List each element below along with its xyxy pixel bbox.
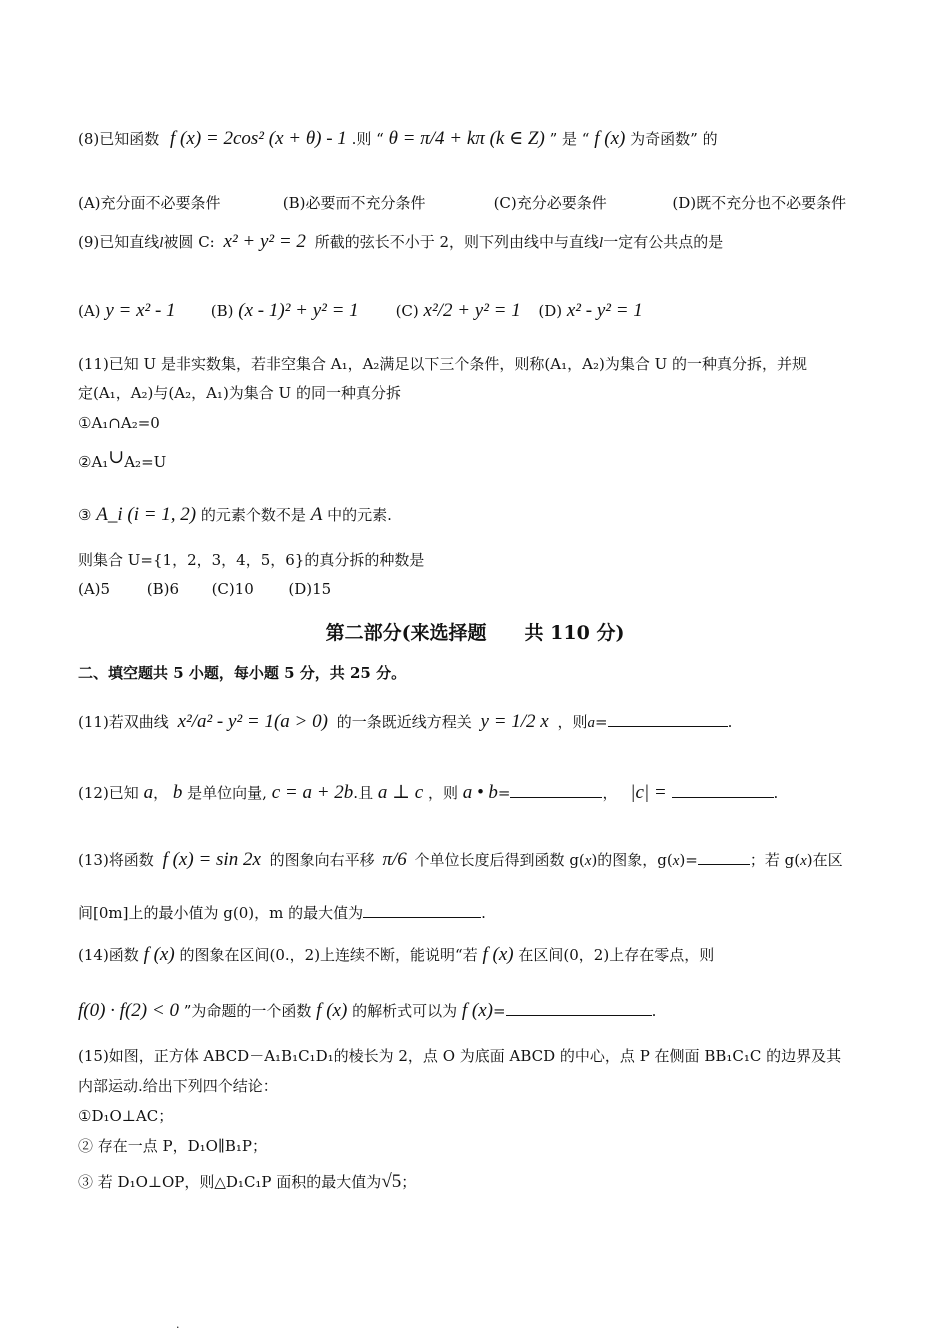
q11a-option-b: (B)6: [146, 580, 180, 598]
section2-heading: 二、填空题共 5 小题，每小题 5 分，共 25 分。: [78, 664, 407, 682]
q9-options: [78, 296, 643, 326]
q11b-suffix-a: ，则: [557, 713, 588, 731]
q11b-hyperbola-eq: x²/a² - y² = 1(a > 0): [177, 711, 328, 732]
q13-mid6: )在区: [806, 851, 843, 869]
q12-eq: =: [497, 784, 511, 802]
q8-mid1: .则 “: [351, 130, 384, 148]
q14-fx-3: f (x): [316, 1000, 348, 1021]
q14-fx-4: f (x): [461, 1000, 493, 1021]
q12-mid3: ，则: [427, 784, 458, 802]
q8-option-b: (B)必要而不充分条件: [282, 194, 426, 212]
q12-abs-c: |c| =: [630, 782, 667, 803]
q13-stem: [78, 838, 843, 883]
q14-mid3: ”为命题的一个函数: [183, 1002, 312, 1020]
q11a-cond2: [78, 446, 166, 473]
q13-x-1: x: [584, 853, 592, 869]
q15-line2: 内部运动.给出下列四个结论：: [78, 1077, 278, 1095]
q14-line1: [78, 938, 714, 972]
q12-stem: [78, 776, 778, 810]
q12-mid1: 是单位向量,: [187, 784, 267, 802]
q13-mid2: 个单位长度后得到函数 g(: [414, 851, 585, 869]
q9-suffix: 一定有公共点的是: [603, 233, 724, 251]
q12-dot-product: a • b: [462, 782, 498, 803]
q14-mid2: 在区间(0，2)上存在零点，则: [518, 946, 715, 964]
q8-option-d: (D)既不充分也不必要条件: [672, 194, 847, 212]
q8-mid2: ” 是 “: [549, 130, 590, 148]
q11b-asymptote: y = 1/2 x: [480, 711, 549, 732]
q8-fx: f (x): [594, 128, 626, 149]
q8-suffix: 为奇函数” 的: [630, 130, 718, 148]
q12-end: .: [773, 784, 779, 802]
q9-stem: [78, 228, 723, 257]
q9-option-a-math: y = x² - 1: [105, 300, 176, 321]
q11b-end: .: [727, 713, 733, 731]
q15-line1: (15)如图，正方体 ABCD－A₁B₁C₁D₁的棱长为 2，点 O 为底面 ABCD 的中心，点 P 在侧面 BB₁C₁C 的边界及其: [78, 1047, 842, 1065]
q13-func: f (x) = sin 2x: [162, 849, 261, 870]
q12-vec-b: b: [172, 782, 183, 803]
q11a-cond3-math: A_i (i = 1, 2): [96, 504, 197, 525]
q9-option-d-label: (D): [538, 302, 563, 320]
q9-circle-eq: x² + y² = 2: [223, 231, 306, 252]
q11a-union-symbol: ∪: [108, 446, 125, 468]
q11a-cond3-c: 中的元素.: [327, 506, 392, 524]
q9-mid1: 被圆 C:: [163, 233, 215, 251]
q13-mid3: )的图象，g(: [591, 851, 673, 869]
q12-c-def: c = a + 2b: [271, 782, 354, 803]
q11a-cond2-a: ②A₁: [78, 453, 109, 471]
q11a-line1: (11)已知 U 是非实数集，若非空集合 A₁，A₂满足以下三个条件，则称(A₁，A₂)为集合 U 的一种真分拆，并规: [78, 355, 808, 373]
q9-line-l: l: [159, 235, 164, 251]
q12-perp: a ⊥ c: [377, 782, 424, 803]
q12-answer-blank-2[interactable]: [672, 783, 774, 798]
q9-option-a-label: (A): [78, 302, 101, 320]
q12-prefix: (12)已知: [78, 784, 139, 802]
q11a-cond3-a: ③: [78, 506, 92, 524]
q9-option-d: [538, 296, 642, 326]
q13-mid5: ；若 g(: [749, 851, 801, 869]
q13-mid1: 的图象向右平移: [269, 851, 375, 869]
q15-c3-value: √5: [381, 1171, 402, 1192]
q11a-cond2-b: A₂=U: [124, 453, 167, 471]
q8-condition: θ = π/4 + kπ (k ∈ Z): [388, 128, 545, 149]
q13-line2: [78, 902, 486, 924]
q11a-option-a: (A)5: [78, 580, 111, 598]
q13-answer-blank-1[interactable]: [698, 850, 750, 865]
q11b-stem: [78, 700, 732, 745]
q13-x-3: x: [800, 853, 807, 869]
q11a-cond3-A: A: [310, 504, 323, 525]
q9-option-c-label: (C): [395, 302, 419, 320]
q9-option-c-math: x²/2 + y² = 1: [423, 300, 521, 321]
q8-option-a: (A)充分面不必要条件: [78, 194, 221, 212]
q8-prefix: (8)已知函数: [78, 130, 160, 148]
q8-options: [78, 192, 846, 214]
q8-stem: [78, 122, 718, 156]
q12-comma: ，: [153, 784, 169, 802]
q11b-answer-blank[interactable]: [608, 712, 728, 727]
q12-answer-blank-1[interactable]: [510, 783, 602, 798]
q12-sep: ，: [602, 784, 618, 802]
q11b-mid: 的一条既近线方程关: [336, 713, 472, 731]
q14-eq: =: [493, 1002, 506, 1020]
q11a-options: [78, 578, 331, 600]
q11a-option-d: (D)15: [288, 580, 332, 598]
q11a-cond3-b: 的元素个数不是: [200, 506, 306, 524]
q14-answer-blank[interactable]: [506, 1001, 652, 1016]
q13-mid4: )=: [679, 851, 698, 869]
q9-line-l-2: l: [599, 235, 604, 251]
q14-inequality: f(0) · f(2) < 0: [78, 1000, 179, 1021]
q15-c3-end: ；: [401, 1173, 417, 1191]
q14-mid1: 的图象在区间(0.，2)上连续不断，能说明“若: [179, 946, 478, 964]
q15-c3-text: ③ 若 D₁O⊥OP，则△D₁C₁P 面积的最大值为: [78, 1173, 382, 1191]
q9-option-b: [211, 296, 391, 326]
q11a-option-c: (C)10: [211, 580, 254, 598]
q13-line2-text: 间[0m]上的最小值为 g(0)，m 的最大值为: [78, 904, 364, 922]
q13-prefix: (13)将函数: [78, 851, 154, 869]
q15-conclusion-2: ② 存在一点 P，D₁O∥B₁P；: [78, 1137, 268, 1155]
q11b-var-a: a: [587, 715, 596, 731]
q11b-suffix-b: =: [595, 713, 608, 731]
q14-fx-1: f (x): [143, 944, 175, 965]
q8-func: f (x) = 2cos² (x + θ) - 1: [170, 128, 347, 149]
q11a-line2: 定(A₁，A₂)与(A₂，A₁)为集合 U 的同一种真分拆: [78, 384, 401, 402]
q11b-prefix: (11)若双曲线: [78, 713, 169, 731]
q15-conclusion-3: [78, 1168, 416, 1196]
q8-option-c: (C)充分必要条件: [493, 194, 607, 212]
q12-vec-a: a: [143, 782, 154, 803]
footer-mark: .: [176, 1318, 180, 1331]
q9-option-c: [396, 296, 534, 326]
q12-mid2: .且: [353, 784, 374, 802]
q13-x-2: x: [672, 853, 680, 869]
q13-shift: π/6: [382, 849, 407, 870]
q15-conclusion-1: ①D₁O⊥AC；: [78, 1107, 174, 1125]
q9-prefix: (9)已知直线: [78, 233, 160, 251]
q14-end: .: [651, 1002, 657, 1020]
q9-option-b-math: (x - 1)² + y² = 1: [238, 300, 359, 321]
q14-fx-2: f (x): [482, 944, 514, 965]
q9-option-d-math: x² - y² = 1: [566, 300, 643, 321]
q11a-cond1: ①A₁∩A₂=0: [78, 414, 160, 432]
q9-option-a: [78, 296, 206, 326]
q11a-cond3: [78, 500, 392, 530]
q14-prefix: (14)函数: [78, 946, 139, 964]
q11a-ask: 则集合 U={1，2，3，4，5，6}的真分拆的种数是: [78, 551, 425, 569]
part2-title: 第二部分(来选择题 共 110 分): [325, 622, 625, 644]
q9-mid2: 所截的弦长不小于 2，则下列由线中与直线: [314, 233, 600, 251]
q9-option-b-label: (B): [210, 302, 234, 320]
q14-mid4: 的解析式可以为: [352, 1002, 458, 1020]
q13-end: .: [481, 904, 486, 922]
q13-answer-blank-2[interactable]: [363, 903, 481, 918]
q14-line2: [78, 994, 656, 1028]
